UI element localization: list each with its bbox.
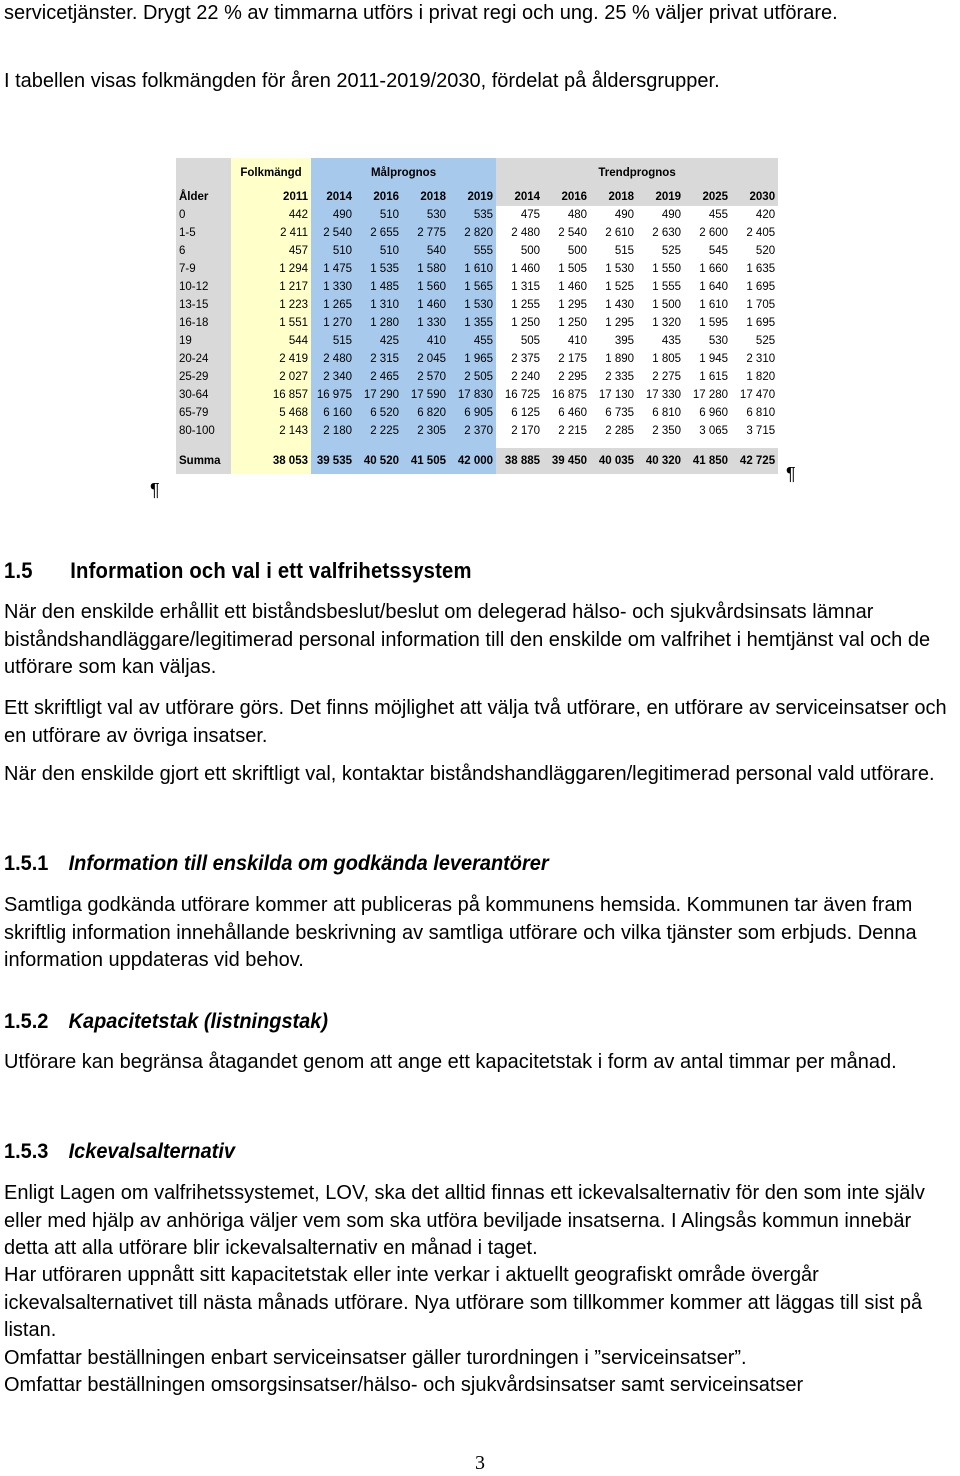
population-cell: 16 875: [543, 386, 590, 404]
population-cell: 2 820: [449, 224, 496, 242]
population-cell: 6 810: [731, 404, 778, 422]
section-1-5-3-paragraph-3: Omfattar beställningen enbart serviceinsatser gäller turordningen i ”serviceinsatser”.: [4, 1347, 747, 1369]
population-cell: 2 295: [543, 368, 590, 386]
year-header: 2018: [590, 188, 637, 206]
population-cell: 455: [684, 206, 731, 224]
sum-cell: 40 520: [355, 448, 402, 474]
population-cell: 2 375: [496, 350, 543, 368]
intro-paragraph: servicetjänster. Drygt 22 % av timmarna utförs i privat regi och ung. 25 % väljer privat utförare.: [4, 2, 838, 24]
population-cell: 1 560: [402, 278, 449, 296]
population-cell: 1 535: [355, 260, 402, 278]
group-header-folkmangd: Folkmängd: [231, 158, 311, 188]
spacer-cell: [449, 440, 496, 448]
sum-cell: 40 320: [637, 448, 684, 474]
section-1-5-3-paragraph-1: Enligt Lagen om valfrihetssystemet, LOV, ska det alltid finnas ett ickevalsalternativ för den som inte själv eller med hjälp av anhöriga väljer vem som ska utföra beviljade insatserna. I Alingsås kommun innebär detta att alla utförare blir ickevalsalternativ en månad i taget.: [4, 1182, 925, 1259]
population-cell: 490: [311, 206, 355, 224]
population-cell: 1 355: [449, 314, 496, 332]
age-group-label: 7-9: [176, 260, 231, 278]
spacer-cell: [590, 440, 637, 448]
population-cell: 1 965: [449, 350, 496, 368]
population-cell: 490: [637, 206, 684, 224]
population-cell: 2 411: [231, 224, 311, 242]
population-cell: 17 330: [637, 386, 684, 404]
population-cell: 1 555: [637, 278, 684, 296]
table-row: [176, 314, 778, 332]
population-cell: 435: [637, 332, 684, 350]
population-cell: 1 705: [731, 296, 778, 314]
population-cell: 2 240: [496, 368, 543, 386]
section-1-5-paragraph-3: När den enskilde gjort ett skriftligt val, kontaktar biståndshandläggaren/legitimerad personal vald utförare.: [4, 763, 935, 785]
population-cell: 2 775: [402, 224, 449, 242]
population-cell: 2 275: [637, 368, 684, 386]
section-heading-1-5: [4, 558, 472, 584]
sum-cell: 41 505: [402, 448, 449, 474]
population-cell: 1 460: [402, 296, 449, 314]
population-cell: 1 250: [496, 314, 543, 332]
population-cell: 2 315: [355, 350, 402, 368]
section-heading-1-5-3: [4, 1140, 235, 1164]
population-cell: 457: [231, 242, 311, 260]
age-group-label: 0: [176, 206, 231, 224]
table-row: [176, 278, 778, 296]
population-cell: 2 655: [355, 224, 402, 242]
population-cell: 1 223: [231, 296, 311, 314]
age-group-label: 80-100: [176, 422, 231, 440]
population-cell: 515: [590, 242, 637, 260]
section-number: 1.5: [4, 558, 33, 583]
population-cell: 6 160: [311, 404, 355, 422]
population-cell: 2 225: [355, 422, 402, 440]
population-cell: 525: [637, 242, 684, 260]
population-cell: 475: [496, 206, 543, 224]
age-group-label: 25-29: [176, 368, 231, 386]
sum-cell: 42 725: [731, 448, 778, 474]
year-header: 2014: [311, 188, 355, 206]
population-cell: 6 125: [496, 404, 543, 422]
spacer-cell: [543, 440, 590, 448]
population-cell: 490: [590, 206, 637, 224]
population-cell: 1 270: [311, 314, 355, 332]
year-header: 2011: [231, 188, 311, 206]
sum-cell: 39 450: [543, 448, 590, 474]
population-cell: 2 405: [731, 224, 778, 242]
population-cell: 1 695: [731, 278, 778, 296]
population-cell: 1 615: [684, 368, 731, 386]
population-cell: 515: [311, 332, 355, 350]
population-cell: 6 905: [449, 404, 496, 422]
section-1-5-3-paragraph-2: Har utföraren uppnått sitt kapacitetstak eller inte verkar i aktuellt geografiskt område övergår ickevalsalternativet till nästa månads utförare. Nya utförare som tillkommer kommer att läggas till sist på listan.: [4, 1264, 923, 1341]
spacer-cell: [731, 440, 778, 448]
spacer-cell: [496, 440, 543, 448]
year-header: 2025: [684, 188, 731, 206]
age-group-label: 30-64: [176, 386, 231, 404]
population-cell: 1 315: [496, 278, 543, 296]
population-cell: 17 130: [590, 386, 637, 404]
population-cell: 1 217: [231, 278, 311, 296]
population-cell: 17 590: [402, 386, 449, 404]
population-cell: 1 460: [496, 260, 543, 278]
population-cell: 2 170: [496, 422, 543, 440]
year-header: 2030: [731, 188, 778, 206]
population-cell: 520: [731, 242, 778, 260]
year-header: 2019: [449, 188, 496, 206]
population-cell: 6 460: [543, 404, 590, 422]
section-heading-1-5-2: [4, 1010, 328, 1034]
section-number: 1.5.1: [4, 852, 49, 875]
population-cell: 1 485: [355, 278, 402, 296]
population-cell: 410: [543, 332, 590, 350]
year-header: 2019: [637, 188, 684, 206]
population-cell: 2 175: [543, 350, 590, 368]
population-cell: 2 570: [402, 368, 449, 386]
population-cell: 17 470: [731, 386, 778, 404]
population-cell: 1 250: [543, 314, 590, 332]
population-cell: 525: [731, 332, 778, 350]
population-cell: 1 695: [731, 314, 778, 332]
population-cell: 1 320: [637, 314, 684, 332]
intro-table-caption: I tabellen visas folkmängden för åren 2011-2019/2030, fördelat på åldersgrupper.: [4, 70, 720, 92]
population-cell: 1 551: [231, 314, 311, 332]
population-cell: 6 520: [355, 404, 402, 422]
sum-cell: 41 850: [684, 448, 731, 474]
population-cell: 544: [231, 332, 311, 350]
population-cell: 2 027: [231, 368, 311, 386]
sum-row: [176, 448, 778, 474]
population-cell: 500: [496, 242, 543, 260]
table-row: [176, 224, 778, 242]
population-cell: 425: [355, 332, 402, 350]
sum-cell: 42 000: [449, 448, 496, 474]
age-group-label: 6: [176, 242, 231, 260]
population-cell: 2 465: [355, 368, 402, 386]
pilcrow-mark: ¶: [786, 464, 796, 484]
sum-cell: 39 535: [311, 448, 355, 474]
group-header-malprognos: Målprognos: [311, 158, 496, 188]
population-cell: 6 810: [637, 404, 684, 422]
population-cell: 17 830: [449, 386, 496, 404]
population-cell: 1 295: [543, 296, 590, 314]
table-row: [176, 386, 778, 404]
population-cell: 530: [402, 206, 449, 224]
population-cell: 2 630: [637, 224, 684, 242]
population-table: [176, 158, 778, 474]
population-cell: 480: [543, 206, 590, 224]
population-cell: 1 430: [590, 296, 637, 314]
group-header-trendprognos: Trendprognos: [496, 158, 778, 188]
population-cell: 1 550: [637, 260, 684, 278]
population-cell: 2 480: [496, 224, 543, 242]
population-cell: 1 280: [355, 314, 402, 332]
section-title: Information och val i ett valfrihetssystem: [70, 558, 472, 583]
population-cell: 1 295: [590, 314, 637, 332]
table-row: [176, 206, 778, 224]
population-cell: 1 805: [637, 350, 684, 368]
age-group-label: 65-79: [176, 404, 231, 422]
population-cell: 1 530: [590, 260, 637, 278]
spacer-cell: [637, 440, 684, 448]
population-cell: 16 857: [231, 386, 311, 404]
population-cell: 1 660: [684, 260, 731, 278]
spacer-cell: [402, 440, 449, 448]
population-cell: 2 215: [543, 422, 590, 440]
section-title: Ickevalsalternativ: [68, 1140, 235, 1163]
population-cell: 510: [311, 242, 355, 260]
section-1-5-paragraph-1: När den enskilde erhållit ett biståndsbeslut/beslut om delegerad hälso- och sjukvårdsinsats lämnar biståndshandläggare/legitimerad personal information till den enskilde om valfrihet i hemtjänst val och de utförare som kan väljas.: [4, 601, 931, 678]
section-title: Kapacitetstak (listningstak): [68, 1010, 329, 1033]
population-cell: 1 530: [449, 296, 496, 314]
section-1-5-paragraph-2: Ett skriftligt val av utförare görs. Det finns möjlighet att välja två utförare, en utförare av serviceinsatser och en utförare av övriga insatser.: [4, 697, 947, 747]
population-cell: 505: [496, 332, 543, 350]
population-cell: 2 350: [637, 422, 684, 440]
table-row: [176, 260, 778, 278]
population-cell: 1 610: [684, 296, 731, 314]
population-cell: 1 294: [231, 260, 311, 278]
section-number: 1.5.2: [4, 1010, 49, 1033]
population-cell: 1 595: [684, 314, 731, 332]
population-cell: 1 640: [684, 278, 731, 296]
population-cell: 540: [402, 242, 449, 260]
population-cell: 1 505: [543, 260, 590, 278]
population-cell: 2 370: [449, 422, 496, 440]
table-corner-cell: [176, 158, 231, 188]
population-cell: 2 540: [543, 224, 590, 242]
population-cell: 555: [449, 242, 496, 260]
population-cell: 5 468: [231, 404, 311, 422]
table-row: [176, 350, 778, 368]
population-cell: 6 735: [590, 404, 637, 422]
table-row: [176, 368, 778, 386]
pilcrow-mark: ¶: [150, 480, 160, 500]
population-cell: 2 285: [590, 422, 637, 440]
spacer-cell: [684, 440, 731, 448]
population-cell: 530: [684, 332, 731, 350]
population-cell: 1 635: [731, 260, 778, 278]
population-cell: 410: [402, 332, 449, 350]
population-cell: 1 460: [543, 278, 590, 296]
population-cell: 17 280: [684, 386, 731, 404]
population-cell: 17 290: [355, 386, 402, 404]
population-cell: 1 945: [684, 350, 731, 368]
section-title: Information till enskilda om godkända leverantörer: [68, 852, 549, 875]
table-row: [176, 422, 778, 440]
sum-label: Summa: [176, 448, 231, 474]
sum-cell: 40 035: [590, 448, 637, 474]
table-row: [176, 296, 778, 314]
population-cell: 2 305: [402, 422, 449, 440]
population-cell: 510: [355, 242, 402, 260]
population-cell: 1 255: [496, 296, 543, 314]
sum-cell: 38 053: [231, 448, 311, 474]
population-cell: 545: [684, 242, 731, 260]
spacer-cell: [176, 440, 231, 448]
page-number: 3: [475, 1452, 485, 1474]
population-cell: 395: [590, 332, 637, 350]
population-cell: 16 975: [311, 386, 355, 404]
population-cell: 16 725: [496, 386, 543, 404]
population-cell: 2 143: [231, 422, 311, 440]
population-cell: 6 960: [684, 404, 731, 422]
population-cell: 1 475: [311, 260, 355, 278]
population-cell: 2 505: [449, 368, 496, 386]
population-cell: 1 310: [355, 296, 402, 314]
age-group-label: 19: [176, 332, 231, 350]
year-header: 2016: [543, 188, 590, 206]
section-1-5-1-paragraph: Samtliga godkända utförare kommer att publiceras på kommunens hemsida. Kommunen tar även fram skriftlig information innehållande beskrivning av samtliga utförare och vilka tjänster som erbjuds. Denna information uppdateras vid behov.: [4, 894, 917, 971]
section-number: 1.5.3: [4, 1140, 49, 1163]
population-cell: 535: [449, 206, 496, 224]
population-cell: 2 480: [311, 350, 355, 368]
population-cell: 2 610: [590, 224, 637, 242]
table-row: [176, 332, 778, 350]
population-cell: 455: [449, 332, 496, 350]
section-1-5-3-paragraph-4: Omfattar beställningen omsorgsinsatser/hälso- och sjukvårdsinsatser samt serviceinsatser: [4, 1374, 804, 1396]
table-row: [176, 404, 778, 422]
spacer-cell: [311, 440, 355, 448]
population-cell: 1 500: [637, 296, 684, 314]
age-header: Ålder: [176, 188, 231, 206]
section-heading-1-5-1: [4, 852, 549, 876]
population-cell: 1 265: [311, 296, 355, 314]
age-group-label: 10-12: [176, 278, 231, 296]
age-group-label: 1-5: [176, 224, 231, 242]
population-cell: 2 310: [731, 350, 778, 368]
population-cell: 1 525: [590, 278, 637, 296]
population-cell: 1 610: [449, 260, 496, 278]
population-cell: 3 065: [684, 422, 731, 440]
population-cell: 6 820: [402, 404, 449, 422]
population-cell: 1 565: [449, 278, 496, 296]
sum-cell: 38 885: [496, 448, 543, 474]
spacer-cell: [355, 440, 402, 448]
population-cell: 1 330: [311, 278, 355, 296]
population-cell: 3 715: [731, 422, 778, 440]
age-group-label: 16-18: [176, 314, 231, 332]
population-cell: 500: [543, 242, 590, 260]
population-cell: 2 340: [311, 368, 355, 386]
year-header: 2016: [355, 188, 402, 206]
age-group-label: 20-24: [176, 350, 231, 368]
population-cell: 2 419: [231, 350, 311, 368]
population-cell: 1 330: [402, 314, 449, 332]
section-1-5-2-paragraph: Utförare kan begränsa åtagandet genom att ange ett kapacitetstak i form av antal timmar per månad.: [4, 1051, 897, 1073]
age-group-label: 13-15: [176, 296, 231, 314]
population-cell: 442: [231, 206, 311, 224]
table-row: [176, 242, 778, 260]
population-cell: 2 335: [590, 368, 637, 386]
population-cell: 2 180: [311, 422, 355, 440]
population-cell: 1 820: [731, 368, 778, 386]
population-cell: 1 580: [402, 260, 449, 278]
population-cell: 2 600: [684, 224, 731, 242]
population-cell: 2 540: [311, 224, 355, 242]
population-cell: 420: [731, 206, 778, 224]
population-cell: 2 045: [402, 350, 449, 368]
population-cell: 510: [355, 206, 402, 224]
year-header: 2018: [402, 188, 449, 206]
spacer-cell: [231, 440, 311, 448]
population-cell: 1 890: [590, 350, 637, 368]
year-header: 2014: [496, 188, 543, 206]
